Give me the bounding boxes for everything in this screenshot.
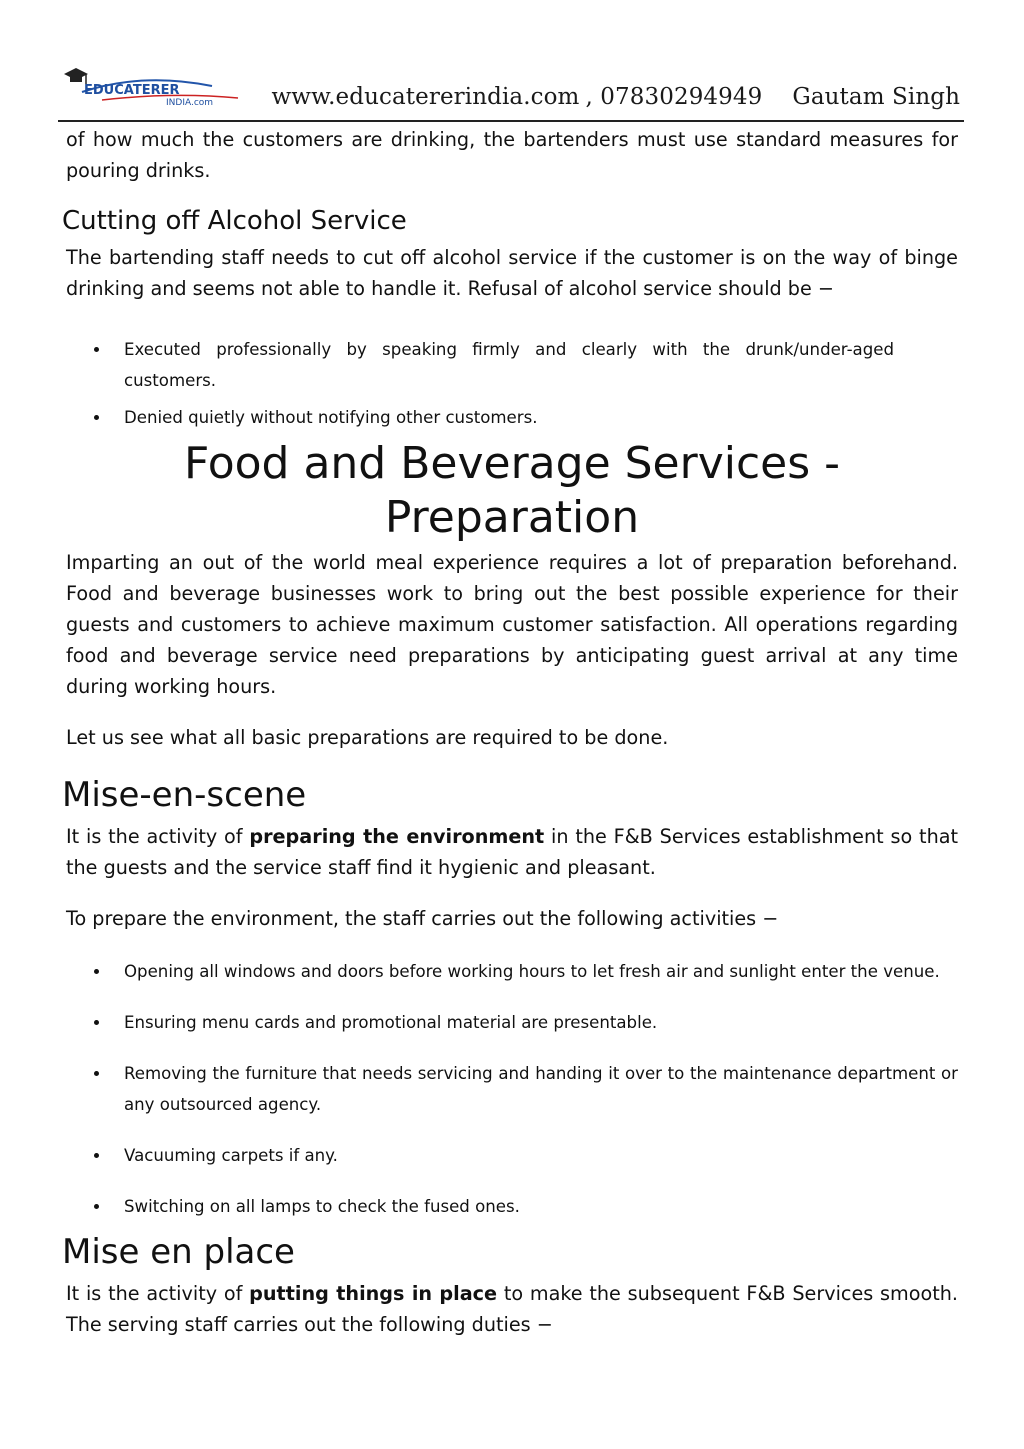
mise-en-scene-paragraph: It is the activity of preparing the environment in the F&B Services establishment so that the guests and the service staff find it hygienic and pleasant. [66, 825, 959, 879]
list-item: Executed professionally by speaking firmly and clearly with the drunk/under-aged customers. [66, 334, 958, 396]
bullet-icon [94, 969, 99, 974]
page-content [62, 124, 959, 1340]
preparation-paragraph: Imparting an out of the world meal experience requires a lot of preparation beforehand. Food and beverage businesses work to bring out the best possible experience for their guests and customers to achieve maximum customer satisfaction. All operations regarding food and beverage service need preparations by anticipating guest arrival at any time during working hours. [66, 551, 958, 698]
bullet-icon [94, 415, 99, 420]
header-website[interactable]: www.educatererindia.com [271, 84, 580, 110]
svg-text:EDUCATERER: EDUCATERER [84, 83, 180, 98]
header-contact [272, 84, 960, 110]
cutting-off-list [66, 334, 958, 433]
list-item: Opening all windows and doors before working hours to let fresh air and sunlight enter the venue. [66, 956, 958, 987]
cutting-off-paragraph: The bartending staff needs to cut off alcohol service if the customer is on the way of binge drinking and seems not able to handle it. Refusal of alcohol service should be − [66, 246, 958, 300]
bullet-icon [94, 347, 99, 352]
list-item: Ensuring menu cards and promotional material are presentable. [66, 1007, 958, 1038]
bullet-icon [94, 1020, 99, 1025]
heading-preparation: Food and Beverage Services - Preparation [183, 438, 841, 543]
heading-cutting-off: Cutting off Alcohol Service [62, 206, 407, 236]
preparation-paragraph-2: Let us see what all basic preparations are required to be done. [66, 726, 669, 749]
list-item: Denied quietly without notifying other customers. [66, 402, 958, 433]
list-item: Switching on all lamps to check the fused ones. [66, 1191, 958, 1222]
svg-text:INDIA.com: INDIA.com [166, 98, 214, 108]
bullet-icon [94, 1153, 99, 1158]
list-item: Vacuuming carpets if any. [66, 1140, 958, 1171]
header-author: Gautam Singh [792, 84, 960, 110]
mise-en-place-paragraph: It is the activity of putting things in place to make the subsequent F&B Services smooth. The serving staff carries out the following duties − [66, 1282, 958, 1336]
bullet-icon [94, 1204, 99, 1209]
list-item: Removing the furniture that needs servicing and handing it over to the maintenance department or any outsourced agency. [66, 1058, 958, 1120]
page-header [58, 60, 964, 122]
bullet-icon [94, 1071, 99, 1076]
educaterer-logo [62, 62, 242, 108]
bold-phrase: putting things in place [249, 1282, 498, 1305]
header-divider [58, 120, 964, 122]
bold-phrase: preparing the environment [249, 825, 545, 848]
header-phone: , 07830294949 [585, 84, 763, 110]
heading-mise-en-place: Mise en place [62, 1232, 295, 1272]
mise-en-scene-intro: To prepare the environment, the staff carries out the following activities − [66, 907, 779, 930]
mise-en-scene-list [66, 956, 958, 1222]
intro-paragraph: of how much the customers are drinking, the bartenders must use standard measures for pouring drinks. [66, 128, 958, 182]
heading-mise-en-scene: Mise-en-scene [62, 775, 307, 815]
